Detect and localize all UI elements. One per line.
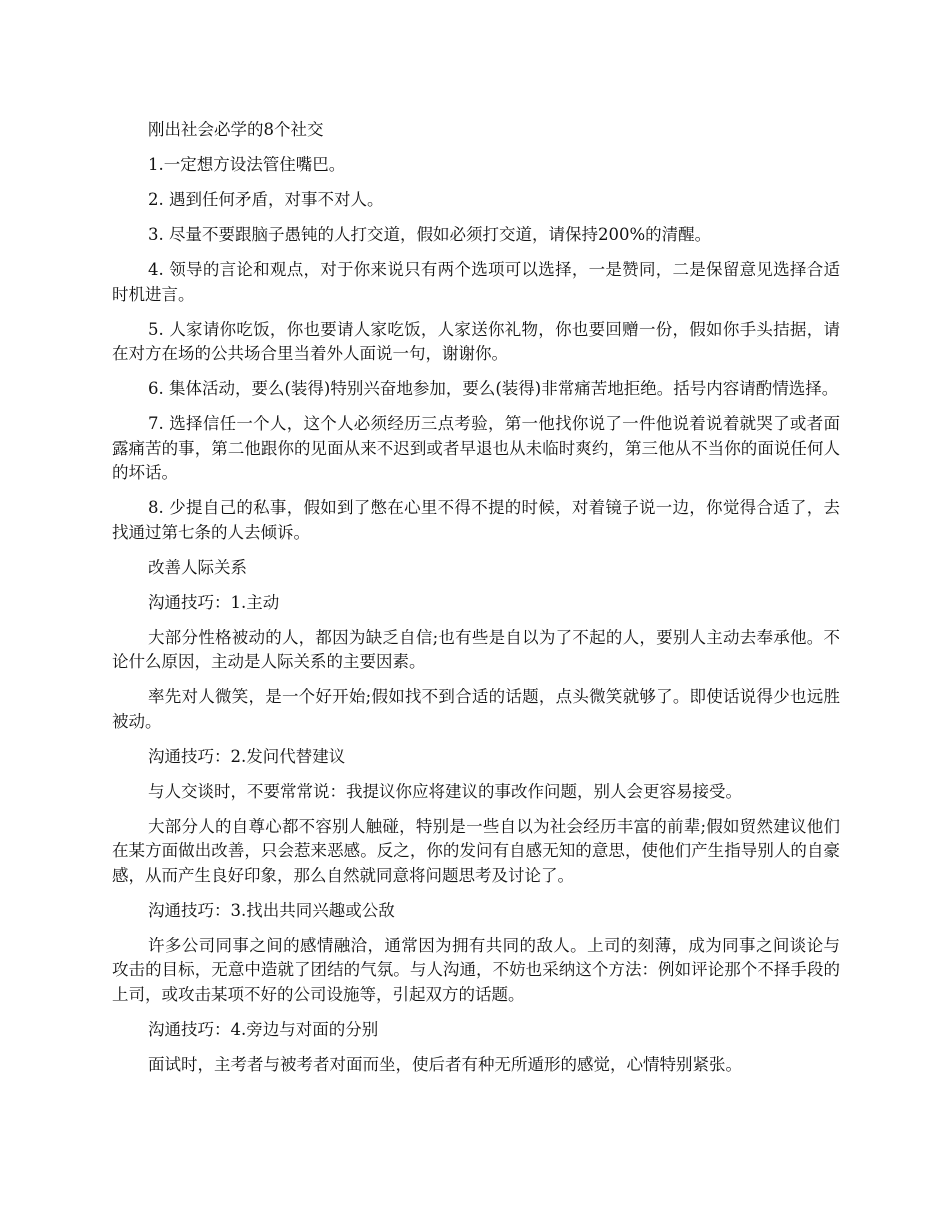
rule-2: 2. 遇到任何矛盾，对事不对人。 (148, 190, 384, 209)
tip-4-heading: 沟通技巧：4.旁边与对面的分别 (148, 1019, 379, 1039)
rule-8: 8. 少提自己的私事，假如到了憋在心里不得不提的时候，对着镜子说一边，你觉得合适了，去找通过第七条的人去倾诉。 (112, 498, 840, 542)
tip-2-paragraph-1: 与人交谈时，不要常常说：我提议你应将建议的事改作问题，别人会更容易接受。 (148, 781, 742, 801)
tip-3-paragraph-1: 许多公司同事之间的感情融洽，通常因为拥有共同的敌人。上司的刻薄，成为同事之间谈论与攻击的目标，无意中造就了团结的气氛。与人沟通，不妨也采纳这个方法：例如评论那个不择手段的上司，或攻击某项不好的公司设施等，引起双方的话题。 (112, 935, 840, 1004)
rule-1: 1.一定想方设法管住嘴巴。 (148, 155, 346, 174)
tip-1-paragraph-2: 率先对人微笑，是一个好开始;假如找不到合适的话题，点头微笑就够了。即使话说得少也远胜被动。 (112, 687, 840, 731)
tip-4-paragraph-1: 面试时，主考者与被考者对面而坐，使后者有种无所遁形的感觉，心情特别紧张。 (148, 1054, 742, 1074)
tip-3-heading: 沟通技巧：3.找出共同兴趣或公敌 (148, 900, 395, 920)
tip-1-paragraph-1: 大部分性格被动的人，都因为缺乏自信;也有些是自以为了不起的人，要别人主动去奉承他。不论什么原因，主动是人际关系的主要因素。 (112, 627, 840, 671)
rule-4: 4. 领导的言论和观点，对于你来说只有两个选项可以选择，一是赞同，二是保留意见选择合适时机进言。 (112, 260, 840, 304)
tip-2-paragraph-2: 大部分人的自尊心都不容别人触碰，特别是一些自以为社会经历丰富的前辈;假如贸然建议他们在某方面做出改善，只会惹来恶感。反之，你的发问有自感无知的意思，使他们产生指导别人的自豪感，从而产生良好印象，那么自然就同意将问题思考及讨论了。 (112, 816, 840, 885)
document-title: 刚出社会必学的8个社交 (148, 120, 324, 139)
rule-3: 3. 尽量不要跟脑子愚钝的人打交道，假如必须打交道，请保持200%的清醒。 (148, 225, 712, 244)
tip-2-heading: 沟通技巧：2.发问代替建议 (148, 746, 346, 766)
section-heading: 改善人际关系 (148, 557, 247, 577)
rule-5: 5. 人家请你吃饭，你也要请人家吃饭，人家送你礼物，你也要回赠一份，假如你手头拮据，请在对方在场的公共场合里当着外人面说一句，谢谢你。 (112, 319, 840, 363)
rule-7: 7. 选择信任一个人，这个人必须经历三点考验，第一他找你说了一件他说着说着就哭了或者面露痛苦的事，第二他跟你的见面从来不迟到或者早退也从未临时爽约，第三他从不当你的面说任何人的坏话。 (112, 414, 840, 482)
document-page (112, 118, 840, 1088)
tip-1-heading: 沟通技巧：1.主动 (148, 592, 280, 612)
rule-6: 6. 集体活动，要么(装得)特别兴奋地参加，要么(装得)非常痛苦地拒绝。括号内容请酌情选择。 (148, 379, 839, 398)
